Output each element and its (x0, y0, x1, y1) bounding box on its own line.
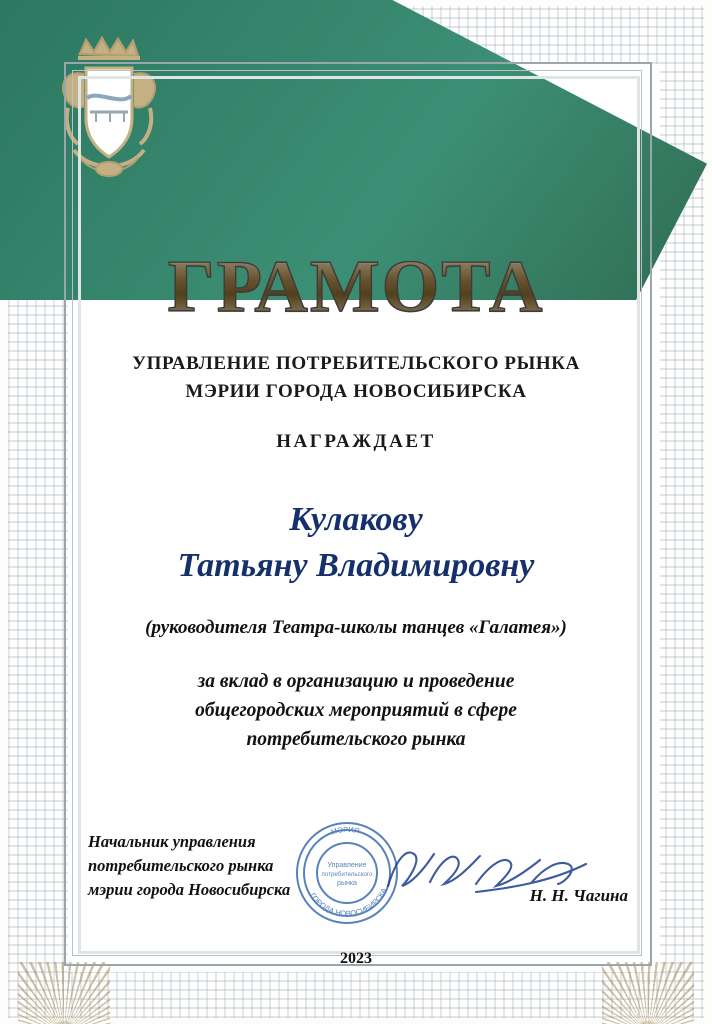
certificate-content (82, 246, 630, 755)
award-reason (82, 667, 630, 755)
awards-word: НАГРАЖДАЕТ (276, 431, 436, 453)
signer-position-line-1: Начальник управления (88, 832, 256, 851)
issuing-organization (82, 350, 630, 405)
recipient-name (82, 497, 630, 589)
svg-text:МЭРИЯ: МЭРИЯ (329, 824, 361, 837)
signer-position-line-2: потребительского рынка (88, 855, 274, 875)
recipient-surname: Кулакову (289, 501, 423, 539)
svg-text:ГОРОДА НОВОСИБИРСКА: ГОРОДА НОВОСИБИРСКА (308, 886, 389, 919)
issuing-organization-line-2: МЭРИИ ГОРОДА НОВОСИБИРСКА (185, 380, 527, 402)
signer-position-line-3: мэрии города Новосибирска (88, 879, 291, 899)
signer-name: Н. Н. Чагина (529, 886, 628, 905)
svg-text:Управление: Управление (327, 862, 367, 869)
award-reason-line-1: за вклад в организацию и проведение (197, 670, 515, 692)
certificate-year: 2023 (340, 950, 372, 967)
issuing-organization-line-1: УПРАВЛЕНИЕ ПОТРЕБИТЕЛЬСКОГО РЫНКА (132, 353, 580, 374)
certificate-title: ГРАМОТА (82, 250, 630, 324)
svg-text:потребительского: потребительского (321, 871, 373, 878)
award-reason-line-2: общегородских мероприятий в сфере (195, 700, 517, 722)
svg-text:рынка: рынка (337, 880, 357, 887)
recipient-role: (руководителя Театра-школы танцев «Галатея») (145, 616, 567, 638)
signature-block (88, 824, 628, 940)
corner-flourish-bottom-right-icon (602, 962, 694, 1024)
recipient-given-name: Татьяну Владимировну (177, 546, 535, 584)
corner-flourish-bottom-left-icon (18, 962, 110, 1024)
award-reason-line-3: потребительского рынка (246, 729, 466, 751)
